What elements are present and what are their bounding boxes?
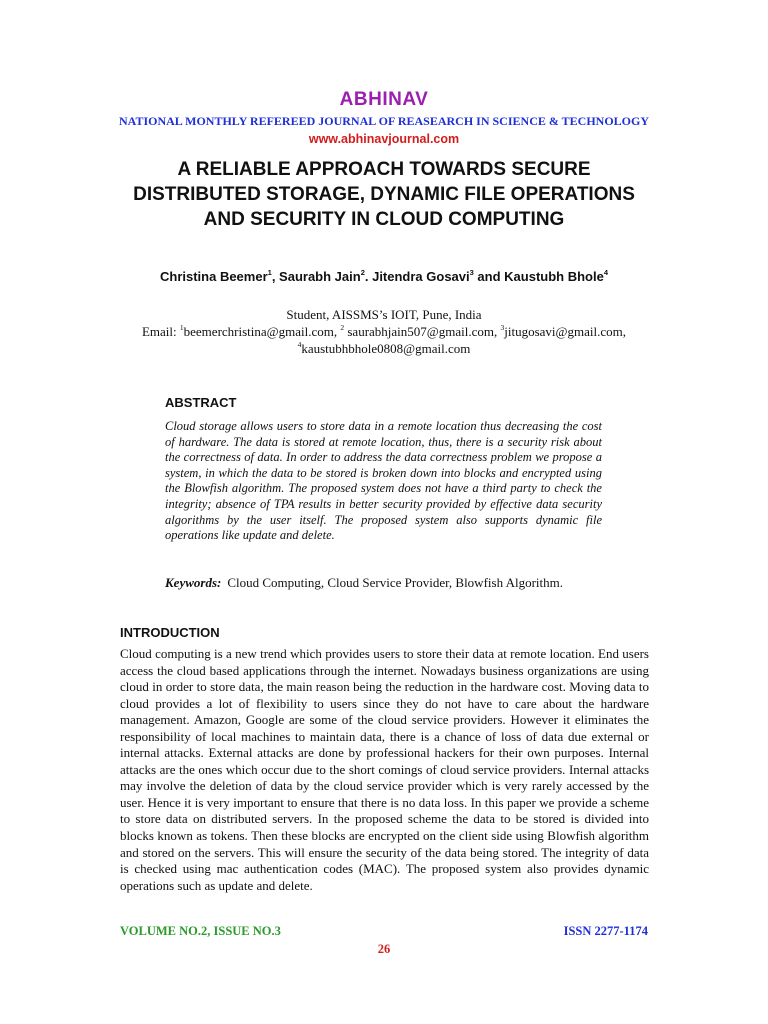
- journal-masthead: [0, 88, 768, 147]
- affiliation-block: [60, 306, 708, 357]
- affiliation: Student, AISSMS’s IOIT, Pune, India: [286, 307, 482, 322]
- email-address: beemerchristina@gmail.com: [183, 324, 334, 339]
- author-name: Saurabh Jain: [279, 269, 361, 284]
- email-address: jitugosavi@gmail.com: [504, 324, 623, 339]
- email-separator: ,: [622, 324, 627, 339]
- email-mark: 1: [179, 322, 184, 332]
- email-line: [60, 323, 708, 340]
- email-address: saurabhjain507@gmail.com: [344, 324, 495, 339]
- author-separator: .: [364, 269, 373, 284]
- keywords: [165, 575, 602, 592]
- author-mark: 2: [360, 267, 365, 277]
- footer-issn: ISSN 2277-1174: [563, 924, 648, 938]
- email-separator: ,: [494, 324, 501, 339]
- author-mark: 3: [469, 267, 474, 277]
- email-separator: ,: [333, 324, 341, 339]
- journal-website: www.abhinavjournal.com: [308, 132, 460, 146]
- email-mark: 3: [500, 322, 505, 332]
- abstract-text: Cloud storage allows users to store data in a remote location thus decreasing the cost of hardware. The data is stored at remote location, thus, there is a security risk about the correctness of data. In order to address the data correctness problem we propose a system, in which the data to be stored is broken down into blocks and encrypted using the Blowfish algorithm. The proposed system does not have a third party to check the integrity; absence of TPA results in better security provided by effective data security algorithms by the user itself. The proposed system also supports dynamic file operations like update and delete.: [165, 419, 602, 543]
- footer-volume: VOLUME NO.2, ISSUE NO.3: [120, 924, 281, 938]
- email-mark: 2: [340, 322, 345, 332]
- author-mark: 1: [267, 267, 272, 277]
- email-line: [60, 340, 708, 357]
- paper-title: A RELIABLE APPROACH TOWARDS SECURE DISTRIBUTED STORAGE, DYNAMIC FILE OPERATIONS AND SECURITY IN CLOUD COMPUTING: [133, 159, 635, 230]
- author-separator: ,: [271, 269, 280, 284]
- keywords-label: Keywords:: [165, 575, 222, 590]
- author-separator: and: [473, 269, 505, 284]
- email-address: kaustubhbhole0808@gmail.com: [301, 341, 471, 356]
- author-mark: 4: [603, 267, 608, 277]
- introduction-text: Cloud computing is a new trend which provides users to store their data at remote location. End users access the cloud based applications through the internet. Nowadays business organizations are using cloud in order to store data, the main reason being the reduction in the hardware cost. Moving data to cloud provides a lot of flexibility to users since they do not have to care about the hardware management. Amazon, Google are some of the cloud service providers. However it eliminates the responsibility of local machines to maintain data, there is a chance of loss of data due external or internal attacks. External attacks are done by professional hackers for their own purposes. Internal attacks are the ones which occur due to the short comings of cloud service providers. Internal attacks may involve the deletion of data by the cloud service provider which is very rarely accessed by the user. Hence it is very important to ensure that there is no data loss. In this paper we provide a scheme to store data on distributed servers. In the proposed scheme the data to be stored is divided into blocks known as tokens. Then these blocks are encrypted on the client side using Blowfish algorithm and stored on the servers. This will ensure the security of the data being stored. The integrity of data is checked using mac authentication codes (MAC). The proposed system also provides dynamic operations such as update and delete.: [120, 646, 649, 893]
- page-number: 26: [377, 942, 391, 956]
- author-list: [80, 268, 688, 286]
- keywords-text: Cloud Computing, Cloud Service Provider, Blowfish Algorithm.: [227, 575, 564, 590]
- email-label: Email:: [141, 324, 180, 339]
- author-name: Kaustubh Bhole: [504, 269, 604, 284]
- author-name: Christina Beemer: [159, 269, 268, 284]
- email-mark: 4: [297, 339, 302, 349]
- abstract-heading: ABSTRACT: [165, 395, 237, 410]
- journal-brand: ABHINAV: [339, 89, 429, 110]
- author-name: Jitendra Gosavi: [372, 269, 470, 284]
- introduction-heading: INTRODUCTION: [120, 625, 220, 640]
- journal-subtitle: NATIONAL MONTHLY REFEREED JOURNAL OF REASEARCH IN SCIENCE & TECHNOLOGY: [119, 114, 649, 128]
